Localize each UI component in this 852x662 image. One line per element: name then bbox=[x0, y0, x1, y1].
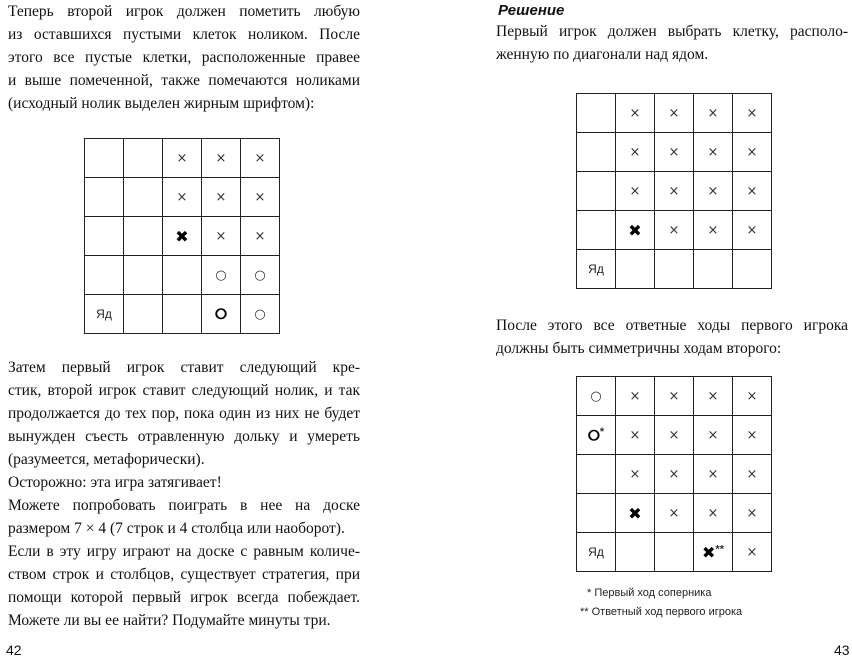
board-cell bbox=[655, 211, 694, 250]
board-cell bbox=[694, 533, 733, 572]
footnote-reply-move: ** Ответный ход первого игрока bbox=[580, 606, 743, 618]
cross-mark: × bbox=[746, 144, 758, 160]
board-cell bbox=[655, 416, 694, 455]
text-line: должны быть симметричны ходам второго: bbox=[496, 340, 782, 357]
board-cell bbox=[124, 256, 163, 295]
board-cell bbox=[733, 172, 772, 211]
cross-mark: × bbox=[668, 388, 680, 404]
board-row bbox=[85, 178, 280, 217]
cross-mark: × bbox=[668, 183, 680, 199]
text-line: помощи которой первый игрок всегда побеждает. bbox=[8, 589, 360, 606]
board-cell bbox=[85, 139, 124, 178]
board-cell bbox=[655, 172, 694, 211]
nought-mark: ○ bbox=[254, 306, 266, 322]
game-board-symmetric bbox=[576, 376, 772, 572]
board-cell bbox=[577, 377, 616, 416]
board-cell bbox=[616, 250, 655, 289]
solution-paragraph bbox=[496, 20, 848, 66]
cross-mark: × bbox=[215, 228, 227, 244]
board-cell bbox=[733, 211, 772, 250]
board-cell bbox=[616, 416, 655, 455]
board-cell bbox=[577, 494, 616, 533]
bold-nought-mark: ⭘ bbox=[587, 426, 600, 445]
board-row bbox=[577, 416, 772, 455]
board-cell bbox=[655, 377, 694, 416]
cross-mark: × bbox=[629, 388, 641, 404]
text-line: Первый игрок должен выбрать клетку, располо- bbox=[496, 23, 848, 40]
footnote-first-move: * Первый ход соперника bbox=[587, 587, 712, 599]
cross-mark: × bbox=[746, 222, 758, 238]
board-cell bbox=[202, 139, 241, 178]
board-cell bbox=[694, 172, 733, 211]
board-cell bbox=[655, 94, 694, 133]
cross-mark: × bbox=[176, 150, 188, 166]
text-line: женную по диагонали над ядом. bbox=[496, 46, 709, 63]
cross-mark: × bbox=[746, 183, 758, 199]
cross-mark: × bbox=[707, 183, 719, 199]
text-line: этого все пустые клетки, расположенные правее bbox=[8, 49, 360, 66]
board-cell bbox=[577, 94, 616, 133]
board-cell bbox=[694, 377, 733, 416]
board-cell bbox=[694, 211, 733, 250]
board-cell: Яд bbox=[577, 250, 616, 289]
cross-mark: × bbox=[668, 505, 680, 521]
board-row bbox=[577, 377, 772, 416]
intro-paragraph bbox=[8, 0, 360, 115]
text-line: Можете попробовать поиграть в нее на доске bbox=[8, 497, 360, 514]
board-row bbox=[85, 295, 280, 334]
board-cell bbox=[694, 94, 733, 133]
cross-mark: × bbox=[746, 388, 758, 404]
board-cell bbox=[163, 139, 202, 178]
cross-mark: × bbox=[254, 150, 266, 166]
board-cell bbox=[124, 217, 163, 256]
nought-mark: ○ bbox=[590, 388, 602, 404]
board-cell bbox=[694, 494, 733, 533]
board-cell bbox=[85, 217, 124, 256]
bold-cross-mark: ✖ bbox=[628, 220, 642, 240]
board-cell bbox=[241, 139, 280, 178]
board-cell bbox=[616, 172, 655, 211]
text-line: Теперь второй игрок должен пометить любую bbox=[8, 3, 360, 20]
board-cell bbox=[733, 533, 772, 572]
cross-mark: × bbox=[707, 466, 719, 482]
cross-mark: × bbox=[215, 189, 227, 205]
board-cell bbox=[202, 295, 241, 334]
text-line: Можете ли вы ее найти? Подумайте минуты три. bbox=[8, 612, 331, 629]
board-row bbox=[85, 256, 280, 295]
board-row bbox=[577, 172, 772, 211]
bold-nought-mark: ⭘ bbox=[214, 305, 227, 323]
cross-mark: × bbox=[707, 505, 719, 521]
right-page bbox=[430, 0, 852, 662]
bold-cross-mark: ✖ bbox=[628, 503, 642, 523]
board-cell bbox=[163, 256, 202, 295]
cross-mark: × bbox=[746, 105, 758, 121]
board-cell bbox=[124, 295, 163, 334]
board-row bbox=[577, 455, 772, 494]
nought-mark: ○ bbox=[215, 267, 227, 283]
symmetry-paragraph bbox=[496, 314, 848, 360]
board-cell bbox=[163, 295, 202, 334]
text-line: ством строк и столбцов, существует стратегия, при bbox=[8, 566, 360, 583]
text-line: из оставшихся пустыми клеток ноликом. После bbox=[8, 26, 360, 43]
cross-mark: × bbox=[629, 183, 641, 199]
board-cell bbox=[241, 295, 280, 334]
cross-mark: × bbox=[629, 144, 641, 160]
text-line: (исходный нолик выделен жирным шрифтом): bbox=[8, 95, 315, 112]
board-cell bbox=[241, 178, 280, 217]
cross-mark: × bbox=[707, 105, 719, 121]
board-cell bbox=[733, 94, 772, 133]
page-number-right: 43 bbox=[834, 642, 850, 658]
board-row bbox=[577, 133, 772, 172]
board-cell bbox=[655, 455, 694, 494]
cross-mark: × bbox=[668, 144, 680, 160]
board-cell bbox=[577, 455, 616, 494]
board-cell bbox=[577, 211, 616, 250]
board-cell bbox=[616, 455, 655, 494]
text-line: Если в эту игру играют на доске с равным количе- bbox=[8, 543, 360, 560]
board-row bbox=[577, 533, 772, 572]
board-cell bbox=[202, 256, 241, 295]
board-row bbox=[85, 139, 280, 178]
board-cell bbox=[616, 377, 655, 416]
board-cell bbox=[694, 455, 733, 494]
bold-cross-mark: ✖ bbox=[175, 226, 189, 246]
cross-mark: × bbox=[215, 150, 227, 166]
bold-cross-mark: ✖ bbox=[702, 542, 716, 562]
left-page bbox=[0, 0, 400, 662]
board-cell bbox=[616, 211, 655, 250]
solution-heading: Решение bbox=[498, 2, 565, 19]
board-cell bbox=[733, 133, 772, 172]
board-cell: Яд bbox=[577, 533, 616, 572]
board-cell bbox=[241, 256, 280, 295]
board-cell: Яд bbox=[85, 295, 124, 334]
board-cell bbox=[655, 250, 694, 289]
board-cell bbox=[616, 533, 655, 572]
footnote-marker: * bbox=[599, 425, 605, 438]
text-line: Осторожно: эта игра затягивает! bbox=[8, 474, 222, 491]
board-cell bbox=[733, 455, 772, 494]
cross-mark: × bbox=[668, 222, 680, 238]
cross-mark: × bbox=[629, 466, 641, 482]
board-cell bbox=[241, 217, 280, 256]
page-number-left: 42 bbox=[6, 642, 22, 658]
cross-mark: × bbox=[707, 144, 719, 160]
board-cell bbox=[124, 178, 163, 217]
board-cell bbox=[694, 416, 733, 455]
cross-mark: × bbox=[668, 105, 680, 121]
cross-mark: × bbox=[746, 466, 758, 482]
board-cell bbox=[577, 172, 616, 211]
board-cell bbox=[616, 94, 655, 133]
board-cell bbox=[733, 416, 772, 455]
text-line: После этого все ответные ходы первого игрока bbox=[496, 317, 848, 334]
board-row bbox=[577, 211, 772, 250]
board-row bbox=[577, 94, 772, 133]
cross-mark: × bbox=[707, 427, 719, 443]
board-cell bbox=[733, 494, 772, 533]
cross-mark: × bbox=[707, 388, 719, 404]
cross-mark: × bbox=[254, 228, 266, 244]
text-line: (разумеется, метафорически). bbox=[8, 451, 205, 468]
paragraph-strategy bbox=[8, 540, 360, 632]
nought-mark: ○ bbox=[254, 267, 266, 283]
paragraph-warning bbox=[8, 471, 360, 494]
board-row bbox=[577, 494, 772, 533]
board-cell bbox=[655, 133, 694, 172]
cross-mark: × bbox=[629, 105, 641, 121]
board-cell bbox=[163, 217, 202, 256]
board-cell bbox=[733, 377, 772, 416]
board-cell bbox=[694, 250, 733, 289]
board-cell bbox=[577, 133, 616, 172]
cross-mark: × bbox=[746, 427, 758, 443]
text-line: вынужден съесть отравленную дольку и умереть bbox=[8, 428, 360, 445]
game-board-left bbox=[84, 138, 280, 334]
text-line: размером 7 × 4 (7 строк и 4 столбца или наоборот). bbox=[8, 520, 345, 537]
board-cell bbox=[655, 494, 694, 533]
cross-mark: × bbox=[254, 189, 266, 205]
board-cell bbox=[655, 533, 694, 572]
text-line: и выше помеченной, также помечаются ноликами bbox=[8, 72, 360, 89]
footnote-marker: ** bbox=[715, 543, 724, 556]
text-line: Затем первый игрок ставит следующий кре- bbox=[8, 359, 360, 376]
board-cell bbox=[202, 217, 241, 256]
cross-mark: × bbox=[176, 189, 188, 205]
board-cell bbox=[85, 178, 124, 217]
board-cell bbox=[694, 133, 733, 172]
game-board-solution bbox=[576, 93, 772, 289]
board-cell bbox=[733, 250, 772, 289]
paragraph-next-moves bbox=[8, 356, 360, 471]
cross-mark: × bbox=[746, 544, 758, 560]
board-cell bbox=[616, 133, 655, 172]
paragraph-board-size bbox=[8, 494, 360, 540]
board-cell bbox=[616, 494, 655, 533]
cross-mark: × bbox=[629, 427, 641, 443]
cross-mark: × bbox=[668, 466, 680, 482]
board-cell bbox=[163, 178, 202, 217]
cross-mark: × bbox=[668, 427, 680, 443]
board-cell bbox=[124, 139, 163, 178]
board-cell bbox=[577, 416, 616, 455]
text-line: стик, второй игрок ставит следующий нолик, и так bbox=[8, 382, 360, 399]
cross-mark: × bbox=[746, 505, 758, 521]
text-line: продолжается до тех пор, пока один из них не будет bbox=[8, 405, 360, 422]
board-row bbox=[85, 217, 280, 256]
board-cell bbox=[202, 178, 241, 217]
board-cell bbox=[85, 256, 124, 295]
cross-mark: × bbox=[707, 222, 719, 238]
board-row bbox=[577, 250, 772, 289]
